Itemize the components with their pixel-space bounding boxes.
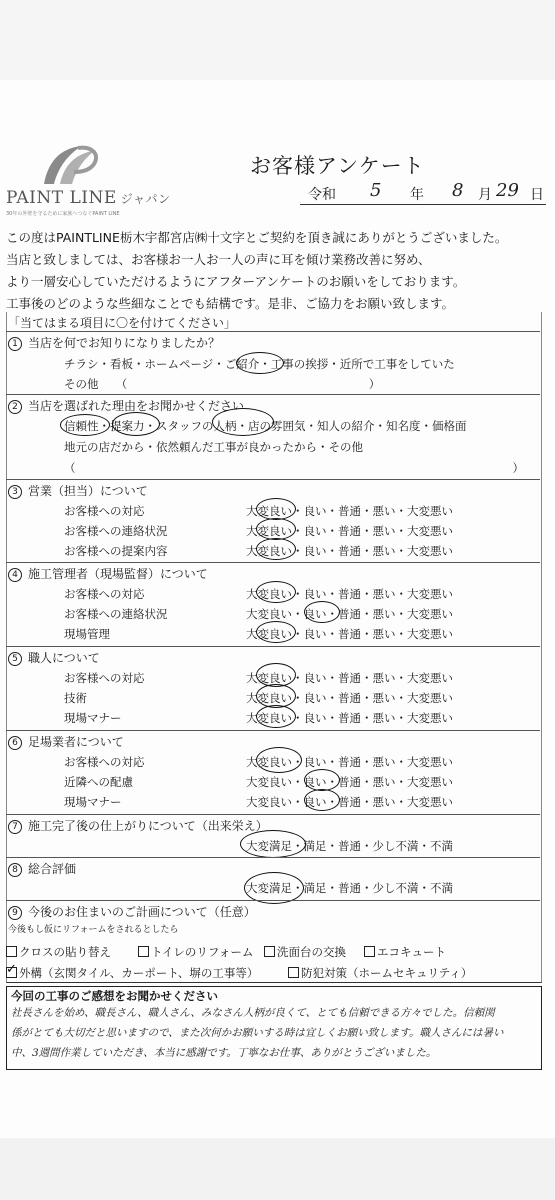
question-6: 6 足場業者について [8,733,124,750]
rating-scale: 大変良い・良い・普通・悪い・大変悪い [246,775,453,789]
paint-line-logo [4,142,171,222]
date-era: 令和 [308,187,336,203]
answer-circle [240,830,306,858]
q6-item: 近隣への配慮 [64,775,133,789]
answer-circle [256,518,296,540]
logo-brand: PAINT LINE ジャパン [6,188,171,208]
answer-circle [112,412,160,436]
checkbox-icon [138,946,149,957]
rating-scale: 大変良い・良い・普通・悪い・大変悪い [246,711,453,725]
question-8: 8 総合評価 [8,860,76,877]
page-title: お客様アンケート [250,154,425,178]
q5-item: お客様への対応 [64,671,145,685]
q5-item: 技術 [64,691,87,705]
divider [6,857,540,858]
divider [6,730,540,731]
date-month-unit: 月 [478,187,492,203]
rating-scale: 大変良い・良い・普通・悪い・大変悪い [246,627,453,641]
answer-circle [236,352,284,374]
answer-circle [304,769,340,791]
intro-line: 工事後のどのような些細なことでも結構です。是非、ご協力をお願い致します。 [6,296,455,311]
checkbox-icon [364,946,375,957]
date-day-unit: 日 [530,187,544,203]
rating-scale: 大変良い・良い・普通・悪い・大変悪い [246,524,453,538]
rating-scale: 大変良い・良い・普通・悪い・大変悪い [246,755,453,769]
instruction: 「当てはまる項目に〇を付けてください」 [8,316,237,330]
date-month: 8 [452,180,464,201]
q9-option[interactable]: エコキュート [364,944,446,960]
q4-item: お客様への連絡状況 [64,607,168,621]
comment-line: 係がとても大切だと思いますので、また次何かお願いする時は宜しくお願い致します。職人さんには暑い [11,1027,504,1039]
question-5: 5 職人について [8,649,100,666]
q3-item: お客様への連絡状況 [64,524,168,538]
q2-other: （ ） [64,461,524,475]
divider [6,479,540,480]
question-2: 2 当店を選ばれた理由をお聞かせください [8,397,244,414]
q2-options-2: 地元の店だから・依然頼んだ工事が良かったから・その他 [64,440,363,454]
answer-circle [256,621,296,643]
intro-line: この度はPAINTLINE栃木宇都宮店㈱十文字とご契約を頂き誠にありがとうございました。 [6,230,508,245]
q4-item: 現場管理 [64,627,110,641]
logo-mark-icon [38,142,102,188]
q1-options: チラシ・看板・ホームページ・ご紹介・工事の挨拶・近所で工事をしていた [64,357,455,371]
q1-other: その他 （ ） [64,377,381,391]
comments-box [6,986,542,1070]
answer-circle [256,747,302,773]
date-day: 29 [496,180,519,201]
divider [6,814,540,815]
q3-item: お客様への提案内容 [64,544,168,558]
checkbox-icon [264,946,275,957]
satisfaction-scale: 大変満足・満足・普通・少し不満・不満 [246,839,453,853]
question-1: 1 当店を何でお知りになりましたか？ [8,334,220,351]
intro-line: 当店と致しましては、お客様お一人お一人の声に耳を傾け業務改善に努め、 [6,252,431,267]
date-row [300,182,546,205]
answer-circle [212,408,274,436]
top-bar [0,0,555,80]
rating-scale: 大変良い・良い・普通・悪い・大変悪い [246,607,453,621]
date-year-unit: 年 [410,187,424,203]
answer-circle [256,581,296,603]
question-9: 9 今後のお住まいのご計画について（任意） [8,903,256,920]
answer-circle [256,498,296,520]
question-7: 7 施工完了後の仕上がりについて（出来栄え） [8,817,268,834]
divider [6,562,540,563]
checkbox-checked-icon [6,967,17,978]
q6-item: お客様への対応 [64,755,145,769]
comments-title: 今回の工事のご感想をお聞かせください [11,989,218,1003]
q2-options-1: 信頼性・提案力・スタッフの人柄・店の雰囲気・知人の紹介・知名度・価格面 [64,419,467,433]
comment-line: 社長さんを始め、職長さん、職人さん、みなさん人柄が良くて、とても信頼できる方々でした。信頼関 [11,1007,495,1019]
date-year: 5 [370,180,382,201]
satisfaction-scale: 大変満足・満足・普通・少し不満・不満 [246,881,453,895]
rating-scale: 大変良い・良い・普通・悪い・大変悪い [246,587,453,601]
answer-circle [304,601,340,623]
q6-item: 現場マナー [64,795,122,809]
q9-option[interactable]: 洗面台の交換 [264,944,346,960]
q5-item: 現場マナー [64,711,122,725]
q9-option[interactable]: トイレのリフォーム [138,944,253,960]
rating-scale: 大変良い・良い・普通・悪い・大変悪い [246,691,453,705]
answer-circle [304,789,340,811]
checkbox-icon [6,946,17,957]
divider [6,394,540,395]
divider [6,646,540,647]
divider [6,900,540,901]
rating-scale: 大変良い・良い・普通・悪い・大変悪い [246,671,453,685]
q3-item: お客様への対応 [64,504,145,518]
answer-circle [256,705,296,728]
q4-item: お客様への対応 [64,587,145,601]
bottom-bar [0,1138,555,1200]
rating-scale: 大変良い・良い・普通・悪い・大変悪い [246,795,453,809]
answer-circle [256,538,296,560]
rating-scale: 大変良い・良い・普通・悪い・大変悪い [246,544,453,558]
checkbox-icon [288,967,299,978]
divider [6,331,540,332]
question-3: 3 営業（担当）について [8,482,148,499]
logo-tagline: 30年の外壁を守るために家族へつなぐPAINT LINE [6,211,120,217]
answer-circle [60,414,110,436]
intro-line: より一層安心していただけるようにアフターアンケートのお願いをしております。 [6,274,466,289]
comment-line: 中、3週間作業していただき、本当に感謝です。丁寧なお仕事、ありがとうございました。 [11,1047,437,1059]
q9-option[interactable]: ✓外構（玄関タイル、カーポート、塀の工事等） [6,965,258,981]
rating-scale: 大変良い・良い・普通・悪い・大変悪い [246,504,453,518]
question-4: 4 施工管理者（現場監督）について [8,565,208,582]
q9-note: 今後もし仮にリフォームをされるとしたら [8,925,179,935]
q9-option[interactable]: 防犯対策（ホームセキュリティ） [288,965,472,981]
q9-option[interactable]: クロスの貼り替え [6,944,111,960]
